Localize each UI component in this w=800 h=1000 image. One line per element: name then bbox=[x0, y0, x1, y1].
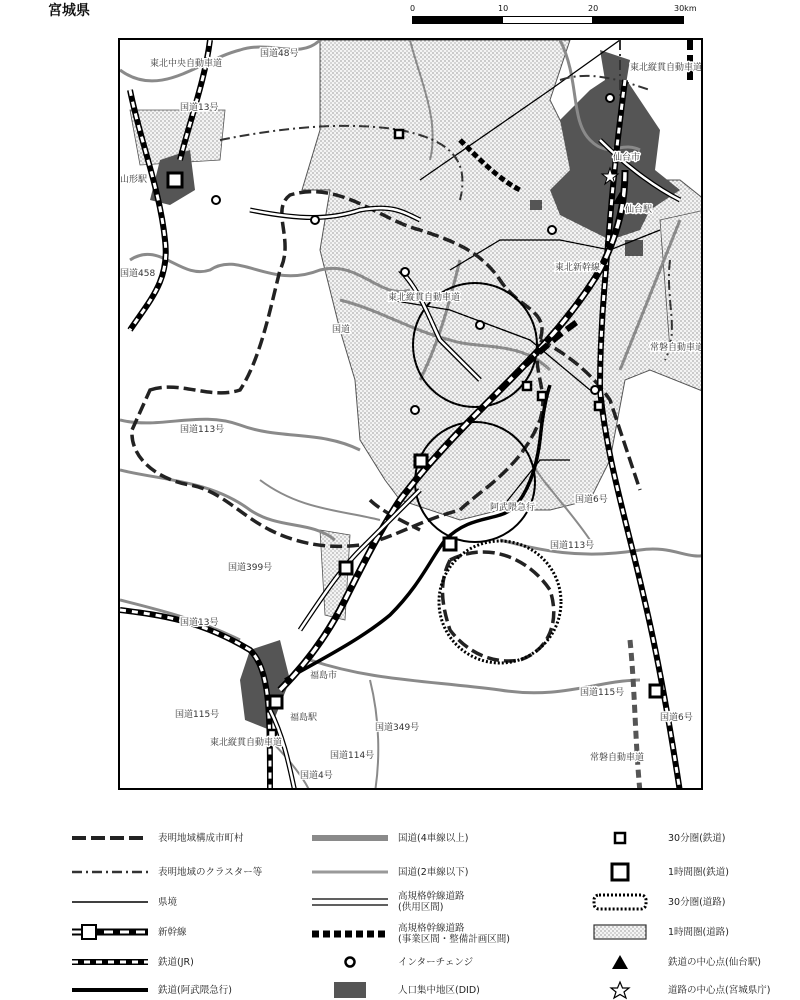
legend-jr bbox=[70, 952, 194, 972]
label-kokudo4: 国道4号 bbox=[300, 771, 333, 781]
thin-line-icon bbox=[70, 892, 150, 912]
grey-thick-line-icon bbox=[310, 828, 390, 848]
interchange-circle-icon bbox=[310, 952, 390, 972]
grey-thin-line-icon bbox=[310, 862, 390, 882]
label-tohoku-shinkansen: 東北新幹線 bbox=[555, 263, 601, 273]
legend-shinkansen bbox=[70, 922, 187, 942]
legend-label: 30分圏(道路) bbox=[668, 896, 726, 908]
legend-label: 国道(4車線以上) bbox=[398, 832, 469, 844]
label-kokudo113-left: 国道113号 bbox=[180, 425, 225, 435]
scale-tick-0: 0 bbox=[410, 4, 416, 13]
dash-dot-line-icon bbox=[70, 862, 150, 882]
double-line-icon bbox=[310, 892, 390, 912]
legend-expressway-open bbox=[310, 892, 465, 912]
label-sendai-city: 仙台市 bbox=[613, 153, 641, 163]
label-tohoku-jukan-mid: 東北縦貫自動車道 bbox=[388, 293, 461, 303]
scale-tick-10: 10 bbox=[498, 4, 509, 13]
label-abukuma-express: 阿武隈急行 bbox=[490, 503, 536, 513]
legend-cluster bbox=[70, 862, 262, 882]
legend-rail-1hour bbox=[580, 862, 729, 882]
legend-label: 県境 bbox=[158, 896, 178, 908]
map-frame bbox=[118, 38, 703, 790]
legend-road-30min bbox=[580, 892, 726, 912]
label-fukushima-station: 福島駅 bbox=[290, 713, 318, 723]
scale-tick-30: 30km bbox=[674, 4, 697, 13]
label-kokudo6-mid: 国道6号 bbox=[575, 495, 608, 505]
legend-national-4lane bbox=[310, 828, 468, 848]
jr-railway-line-icon bbox=[70, 952, 150, 972]
abukuma-railway-line-icon bbox=[70, 980, 150, 1000]
label-kokudo13-top: 国道13号 bbox=[180, 103, 219, 113]
label-kokudo399: 国道399号 bbox=[228, 563, 273, 573]
legend-label: 新幹線 bbox=[158, 926, 187, 938]
dark-grey-box-icon bbox=[310, 980, 390, 1000]
yamagata-station-marker bbox=[168, 173, 182, 187]
label-joban-bottom: 常磐自動車道 bbox=[590, 753, 645, 763]
label-kokudo114: 国道114号 bbox=[330, 751, 375, 761]
legend-label: 1時間圏(道路) bbox=[668, 926, 729, 938]
triangle-icon bbox=[580, 952, 660, 972]
legend-label: 表明地域構成市町村 bbox=[158, 832, 244, 844]
legend-label: 表明地域のクラスター等 bbox=[158, 866, 263, 878]
legend-interchange bbox=[310, 952, 473, 972]
map-canvas bbox=[120, 40, 703, 790]
label-kokudo48: 国道48号 bbox=[260, 49, 299, 59]
legend-declared-area bbox=[70, 828, 244, 848]
label-kokudo349: 国道349号 bbox=[375, 723, 420, 733]
scale-segment-3 bbox=[592, 16, 684, 24]
label-joban-top: 常磐自動車道 bbox=[650, 343, 705, 353]
star-icon bbox=[580, 980, 660, 1000]
scale-segment-1 bbox=[412, 16, 503, 24]
legend-label: 人口集中地区(DID) bbox=[398, 984, 480, 996]
legend-label: 道路の中心点(宮城県庁) bbox=[668, 984, 771, 996]
legend-label: 鉄道(阿武隈急行) bbox=[158, 984, 232, 996]
dotted-box-icon bbox=[580, 892, 660, 912]
legend-label: 30分圏(鉄道) bbox=[668, 832, 726, 844]
label-tohoku-jukan-top: 東北縦貫自動車道 bbox=[630, 63, 703, 73]
label-kokudo115-left: 国道115号 bbox=[175, 710, 220, 720]
label-yamagata-station: 山形駅 bbox=[120, 175, 148, 185]
label-kokudo-side: 国道 bbox=[332, 325, 351, 335]
label-sendai-station: 仙台駅 bbox=[625, 205, 653, 215]
small-square-icon bbox=[580, 828, 660, 848]
legend-did bbox=[310, 980, 480, 1000]
label-kokudo115-right: 国道115号 bbox=[580, 688, 625, 698]
legend-label: 鉄道(JR) bbox=[158, 956, 194, 968]
label-fukushima-city: 福島市 bbox=[310, 671, 338, 681]
label-kokudo6-bottom: 国道6号 bbox=[660, 713, 693, 723]
legend-rail-centre bbox=[580, 952, 761, 972]
scale-tick-20: 20 bbox=[588, 4, 599, 13]
map-legend bbox=[0, 820, 800, 1000]
label-tohoku-chuo: 東北中央自動車道 bbox=[150, 59, 223, 69]
legend-abukuma bbox=[70, 980, 232, 1000]
legend-road-1hour bbox=[580, 922, 729, 942]
legend-national-2lane bbox=[310, 862, 468, 882]
legend-label: 高規格幹線道路 (供用区間) bbox=[398, 891, 465, 913]
label-kokudo13-bottom: 国道13号 bbox=[180, 618, 219, 628]
label-kokudo458: 国道458 bbox=[120, 269, 156, 279]
map-title: 宮城県 bbox=[48, 3, 90, 19]
thick-dash-line-icon bbox=[70, 828, 150, 848]
legend-label: 1時間圏(鉄道) bbox=[668, 866, 729, 878]
legend-label: インターチェンジ bbox=[398, 956, 474, 968]
legend-label: 高規格幹線道路 (事業区間・整備計画区間) bbox=[398, 923, 510, 945]
label-tohoku-jukan-bottom: 東北縦貫自動車道 bbox=[210, 738, 283, 748]
stippled-box-icon bbox=[580, 922, 660, 942]
square-dash-line-icon bbox=[310, 924, 390, 944]
scale-bar bbox=[410, 4, 697, 30]
scale-segment-2 bbox=[502, 16, 593, 24]
legend-label: 国道(2車線以下) bbox=[398, 866, 469, 878]
legend-prefecture-border bbox=[70, 892, 177, 912]
legend-expressway-planned bbox=[310, 924, 510, 944]
legend-label: 鉄道の中心点(仙台駅) bbox=[668, 956, 761, 968]
legend-rail-30min bbox=[580, 828, 726, 848]
label-kokudo113-mid: 国道113号 bbox=[550, 541, 595, 551]
legend-road-centre bbox=[580, 980, 770, 1000]
shinkansen-line-icon bbox=[70, 922, 150, 942]
large-square-icon bbox=[580, 862, 660, 882]
